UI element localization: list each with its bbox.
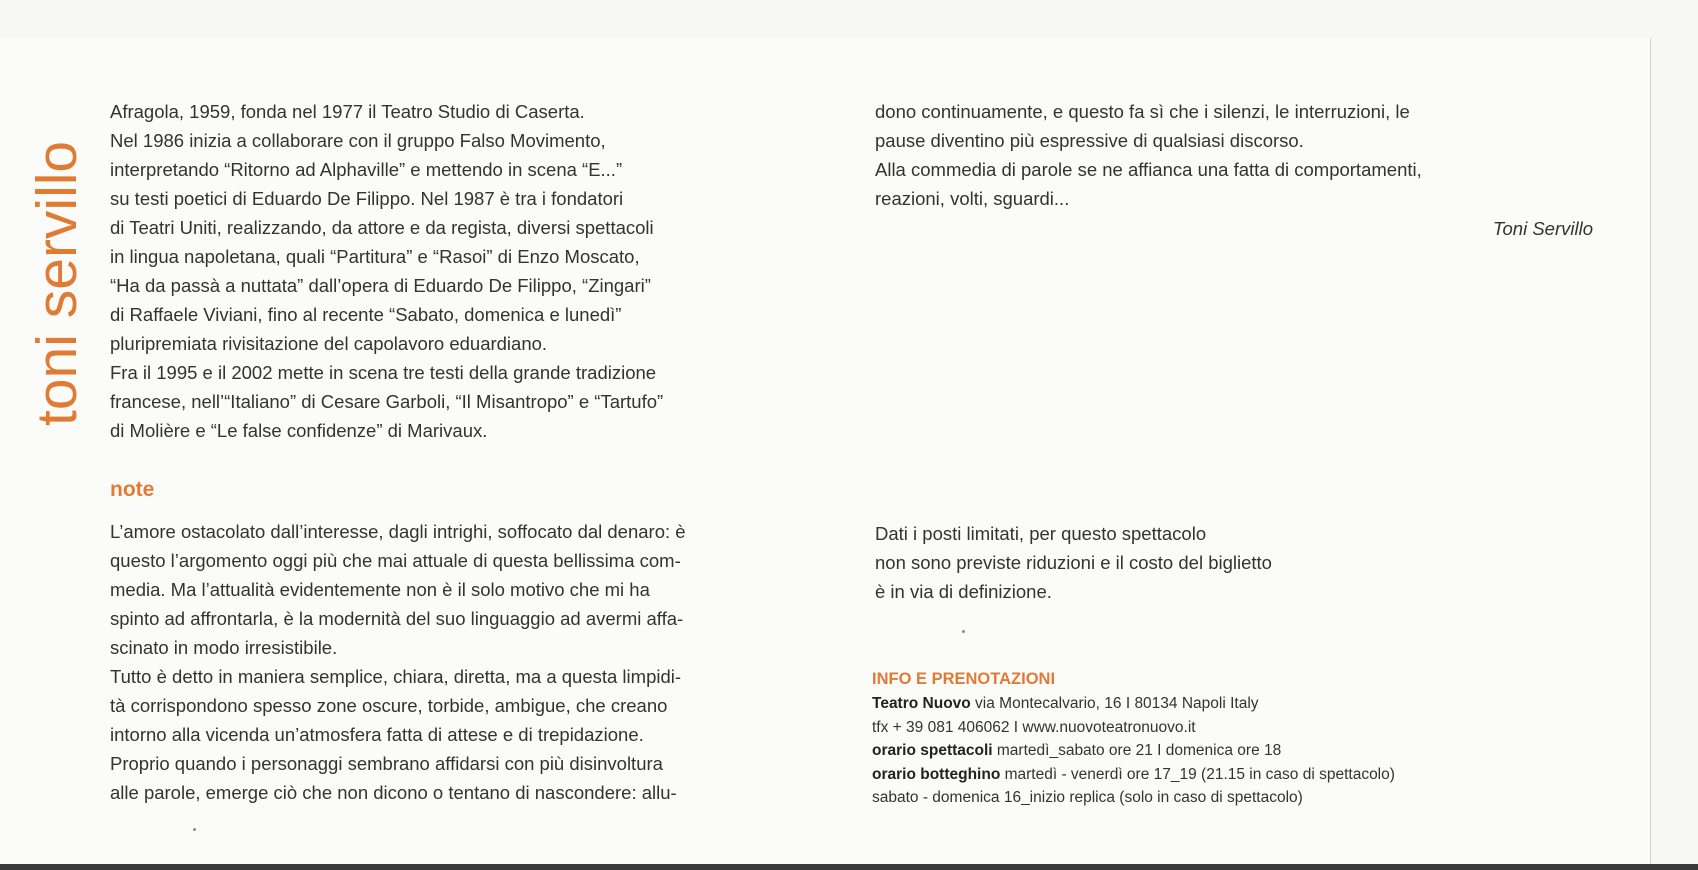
bio-line: pluripremiata rivisitazione del capolavoro eduardiano. [110,333,548,354]
bio-line: Afragola, 1959, fonda nel 1977 il Teatro Studio di Caserta. [110,101,585,122]
note-line: spinto ad affrontarla, è la modernità del suo linguaggio ad avermi affa- [110,608,684,629]
shows-line [872,739,1592,763]
paper-speck [962,630,965,633]
note-line: L’amore ostacolato dall’interesse, dagli intrighi, soffocato dal denaro: è [110,521,686,542]
quote-line: reazioni, volti, sguardi... [875,188,1070,209]
note-line: Proprio quando i personaggi sembrano affidarsi con più disinvoltura [110,753,663,774]
note-line: alle parole, emerge ciò che non dicono o tentano di nascondere: allu- [110,782,677,803]
quote-text [875,97,1593,213]
biography-text [110,97,830,445]
quote-line: dono continuamente, e questo fa sì che i silenzi, le interruzioni, le [875,101,1410,122]
info-block [872,692,1592,810]
contact-line: tfx + 39 081 406062 I www.nuovoteatronuovo.it [872,718,1196,736]
notes-text [110,517,826,807]
box-office-line [872,763,1592,787]
note-line: Tutto è detto in maniera semplice, chiara, diretta, ma a questa limpidi- [110,666,682,687]
venue-name: Teatro Nuovo [872,695,971,712]
bio-line: di Molière e “Le false confidenze” di Marivaux. [110,420,488,441]
box-office-line-2: sabato - domenica 16_inizio replica (solo in caso di spettacolo) [872,789,1303,806]
bio-line: francese, nell’“Italiano” di Cesare Garboli, “Il Misantropo” e “Tartufo” [110,391,664,412]
tickets-notice [875,519,1575,606]
paper-speck [193,828,196,831]
tickets-line: Dati i posti limitati, per questo spettacolo [875,523,1207,544]
signature: Toni Servillo [1492,218,1593,239]
venue-line [872,692,1592,716]
bio-line: Nel 1986 inizia a collaborare con il gruppo Falso Movimento, [110,130,606,151]
shows-label: orario spettacoli [872,742,993,759]
bio-line: in lingua napoletana, quali “Partitura” e “Rasoi” di Enzo Moscato, [110,246,640,267]
note-heading: note [110,478,155,501]
note-line: tà corrispondono spesso zone oscure, torbide, ambigue, che creano [110,695,668,716]
quote-line: pause diventino più espressive di qualsiasi discorso. [875,130,1304,151]
quote-line: Alla commedia di parole se ne affianca una fatta di comportamenti, [875,159,1422,180]
note-line: questo l’argomento oggi più che mai attuale di questa bellissima com- [110,550,681,571]
tickets-line: non sono previste riduzioni e il costo del biglietto [875,552,1272,573]
bio-line: “Ha da passà a nuttata” dall’opera di Eduardo De Filippo, “Zingari” [110,275,651,296]
bio-line: di Teatri Uniti, realizzando, da attore e da regista, diversi spettacoli [110,217,654,238]
bio-line: Fra il 1995 e il 2002 mette in scena tre testi della grande tradizione [110,362,657,383]
vertical-title: toni servillo [25,140,89,426]
bio-line: di Raffaele Viviani, fino al recente “Sabato, domenica e lunedì” [110,304,622,325]
box-office-text: martedì - venerdì ore 17_19 (21.15 in caso di spettacolo) [1000,765,1395,783]
tickets-line: è in via di definizione. [875,581,1052,602]
page-bottom-edge [0,864,1698,870]
note-line: intorno alla vicenda un’atmosfera fatta di attese e di trepidazione. [110,724,644,745]
bio-line: interpretando “Ritorno ad Alphaville” e mettendo in scena “E...” [110,159,623,180]
note-line: media. Ma l’attualità evidentemente non è il solo motivo che mi ha [110,579,650,600]
bio-line: su testi poetici di Eduardo De Filippo. Nel 1987 è tra i fondatori [110,188,624,209]
info-heading: INFO E PRENOTAZIONI [872,670,1056,688]
shows-text: martedì_sabato ore 21 I domenica ore 18 [992,742,1282,759]
note-line: scinato in modo irresistibile. [110,637,338,658]
box-office-label: orario botteghino [872,765,1001,783]
venue-address: via Montecalvario, 16 I 80134 Napoli Italy [970,695,1259,712]
